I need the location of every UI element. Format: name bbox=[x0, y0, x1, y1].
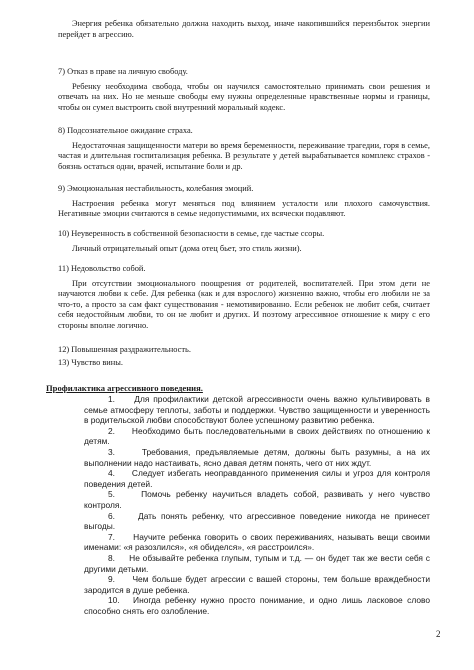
prevention-item: 5. Помочь ребенку научиться владеть собой, развивать у него чувство контроля. bbox=[84, 489, 430, 510]
item-text: Настроения ребенка могут меняться под влиянием усталости или плохого самочувствия. Негативные эмоции считаются в семье недопустимыми, их всячески подавляют. bbox=[58, 198, 430, 218]
item-heading: 13) Чувство вины. bbox=[58, 358, 123, 367]
section-title: Профилактика агрессивного поведения. bbox=[46, 383, 203, 393]
item-text: При отсутствии эмоционального поощрения от родителей, воспитателей. При этом дети не научаются любви к себе. Для ребенка (как и для взрослого) жизненно важно, чтобы его любили не за что-то, а просто за сам факт существования - немотивированно. Если ребенок не любит себя, считает себя недостойным любви, то он не любит и других. И поэтому агрессивное отношение к миру с его стороны вполне логично. bbox=[58, 278, 430, 330]
paragraph: Энергия ребенка обязательно должна находить выход, иначе накопившийся переизбыток энергии перейдет в агрессию. bbox=[58, 19, 430, 39]
item-text: Личный отрицательный опыт (дома отец бьет, это стиль жизни). bbox=[72, 243, 302, 253]
prevention-list bbox=[84, 394, 430, 616]
prevention-item: 8. Не обзывайте ребенка глупым, тупым и т.д. — он будет так же вести себя с другими детьми. bbox=[84, 552, 430, 574]
item-text: Недостаточная защищенности матери во время беременности, переживание трагедии, горя в семье, частая и длительная госпитализация ребенка. В результате у детей вырабатывается комплекс страхов - боязнь остаться одни, врачей, испытание боли и др. bbox=[58, 140, 430, 171]
item-heading: 9) Эмоциональная нестабильность, колебания эмоций. bbox=[58, 184, 254, 193]
item-text: Ребенку необходима свобода, чтобы он научился самостоятельно принимать свои решения и отвечать на них. Но не меньше свободы ему нужны определенные нравственные нормы и границы, чтобы он сумел выстроить свой внутренний моральный кодекс. bbox=[58, 81, 430, 112]
prevention-item: 4. Следует избегать неоправданного применения силы и угроз для контроля поведения детей. bbox=[84, 468, 430, 489]
item-heading: 8) Подсознательное ожидание страха. bbox=[58, 126, 193, 135]
item-heading: 11) Недовольство собой. bbox=[58, 264, 146, 273]
prevention-item: 9. Чем больше будет агрессии с вашей стороны, тем больше враждебности зародится в душе ребенка. bbox=[84, 574, 430, 595]
prevention-item: 1. Для профилактики детской агрессивности очень важно культивировать в семье атмосферу теплоты, заботы и поддержки. Чувство защищенности и уверенность в родительской любви способствуют более успешному развитию ребенка. bbox=[84, 394, 430, 426]
list-item bbox=[58, 184, 430, 220]
prevention-item: 10. Иногда ребенку нужно просто понимание, и одно лишь ласковое слово способно снять его озлобление. bbox=[84, 595, 430, 616]
item-heading: 12) Повышенная раздражительность. bbox=[58, 345, 191, 354]
list-item bbox=[58, 358, 430, 373]
list-item bbox=[58, 126, 430, 172]
list-item bbox=[58, 264, 430, 331]
prevention-item: 3. Требования, предъявляемые детям, должны быть разумны, а на их выполнении надо настаивать, ясно давая детям понять, чего от них ждут. bbox=[84, 446, 430, 468]
prevention-item: 2. Необходимо быть последовательными в своих действиях по отношению к детям. bbox=[84, 425, 430, 447]
previous-paragraph-end bbox=[58, 19, 430, 40]
list-item bbox=[58, 229, 430, 254]
item-heading: 10) Неуверенность в собственной безопасности в семье, где частые ссоры. bbox=[58, 229, 325, 238]
prevention-item: 7. Научите ребенка говорить о своих переживаниях, называть вещи своими именами: «я разозлился», «я обиделся», «я расстроился». bbox=[84, 531, 430, 553]
item-heading: 7) Отказ в праве на личную свободу. bbox=[58, 67, 188, 76]
page-number: 2 bbox=[436, 629, 441, 639]
list-item bbox=[58, 67, 430, 113]
prevention-item: 6. Дать понять ребенку, что агрессивное поведение никогда не принесет выгоды. bbox=[84, 510, 430, 532]
